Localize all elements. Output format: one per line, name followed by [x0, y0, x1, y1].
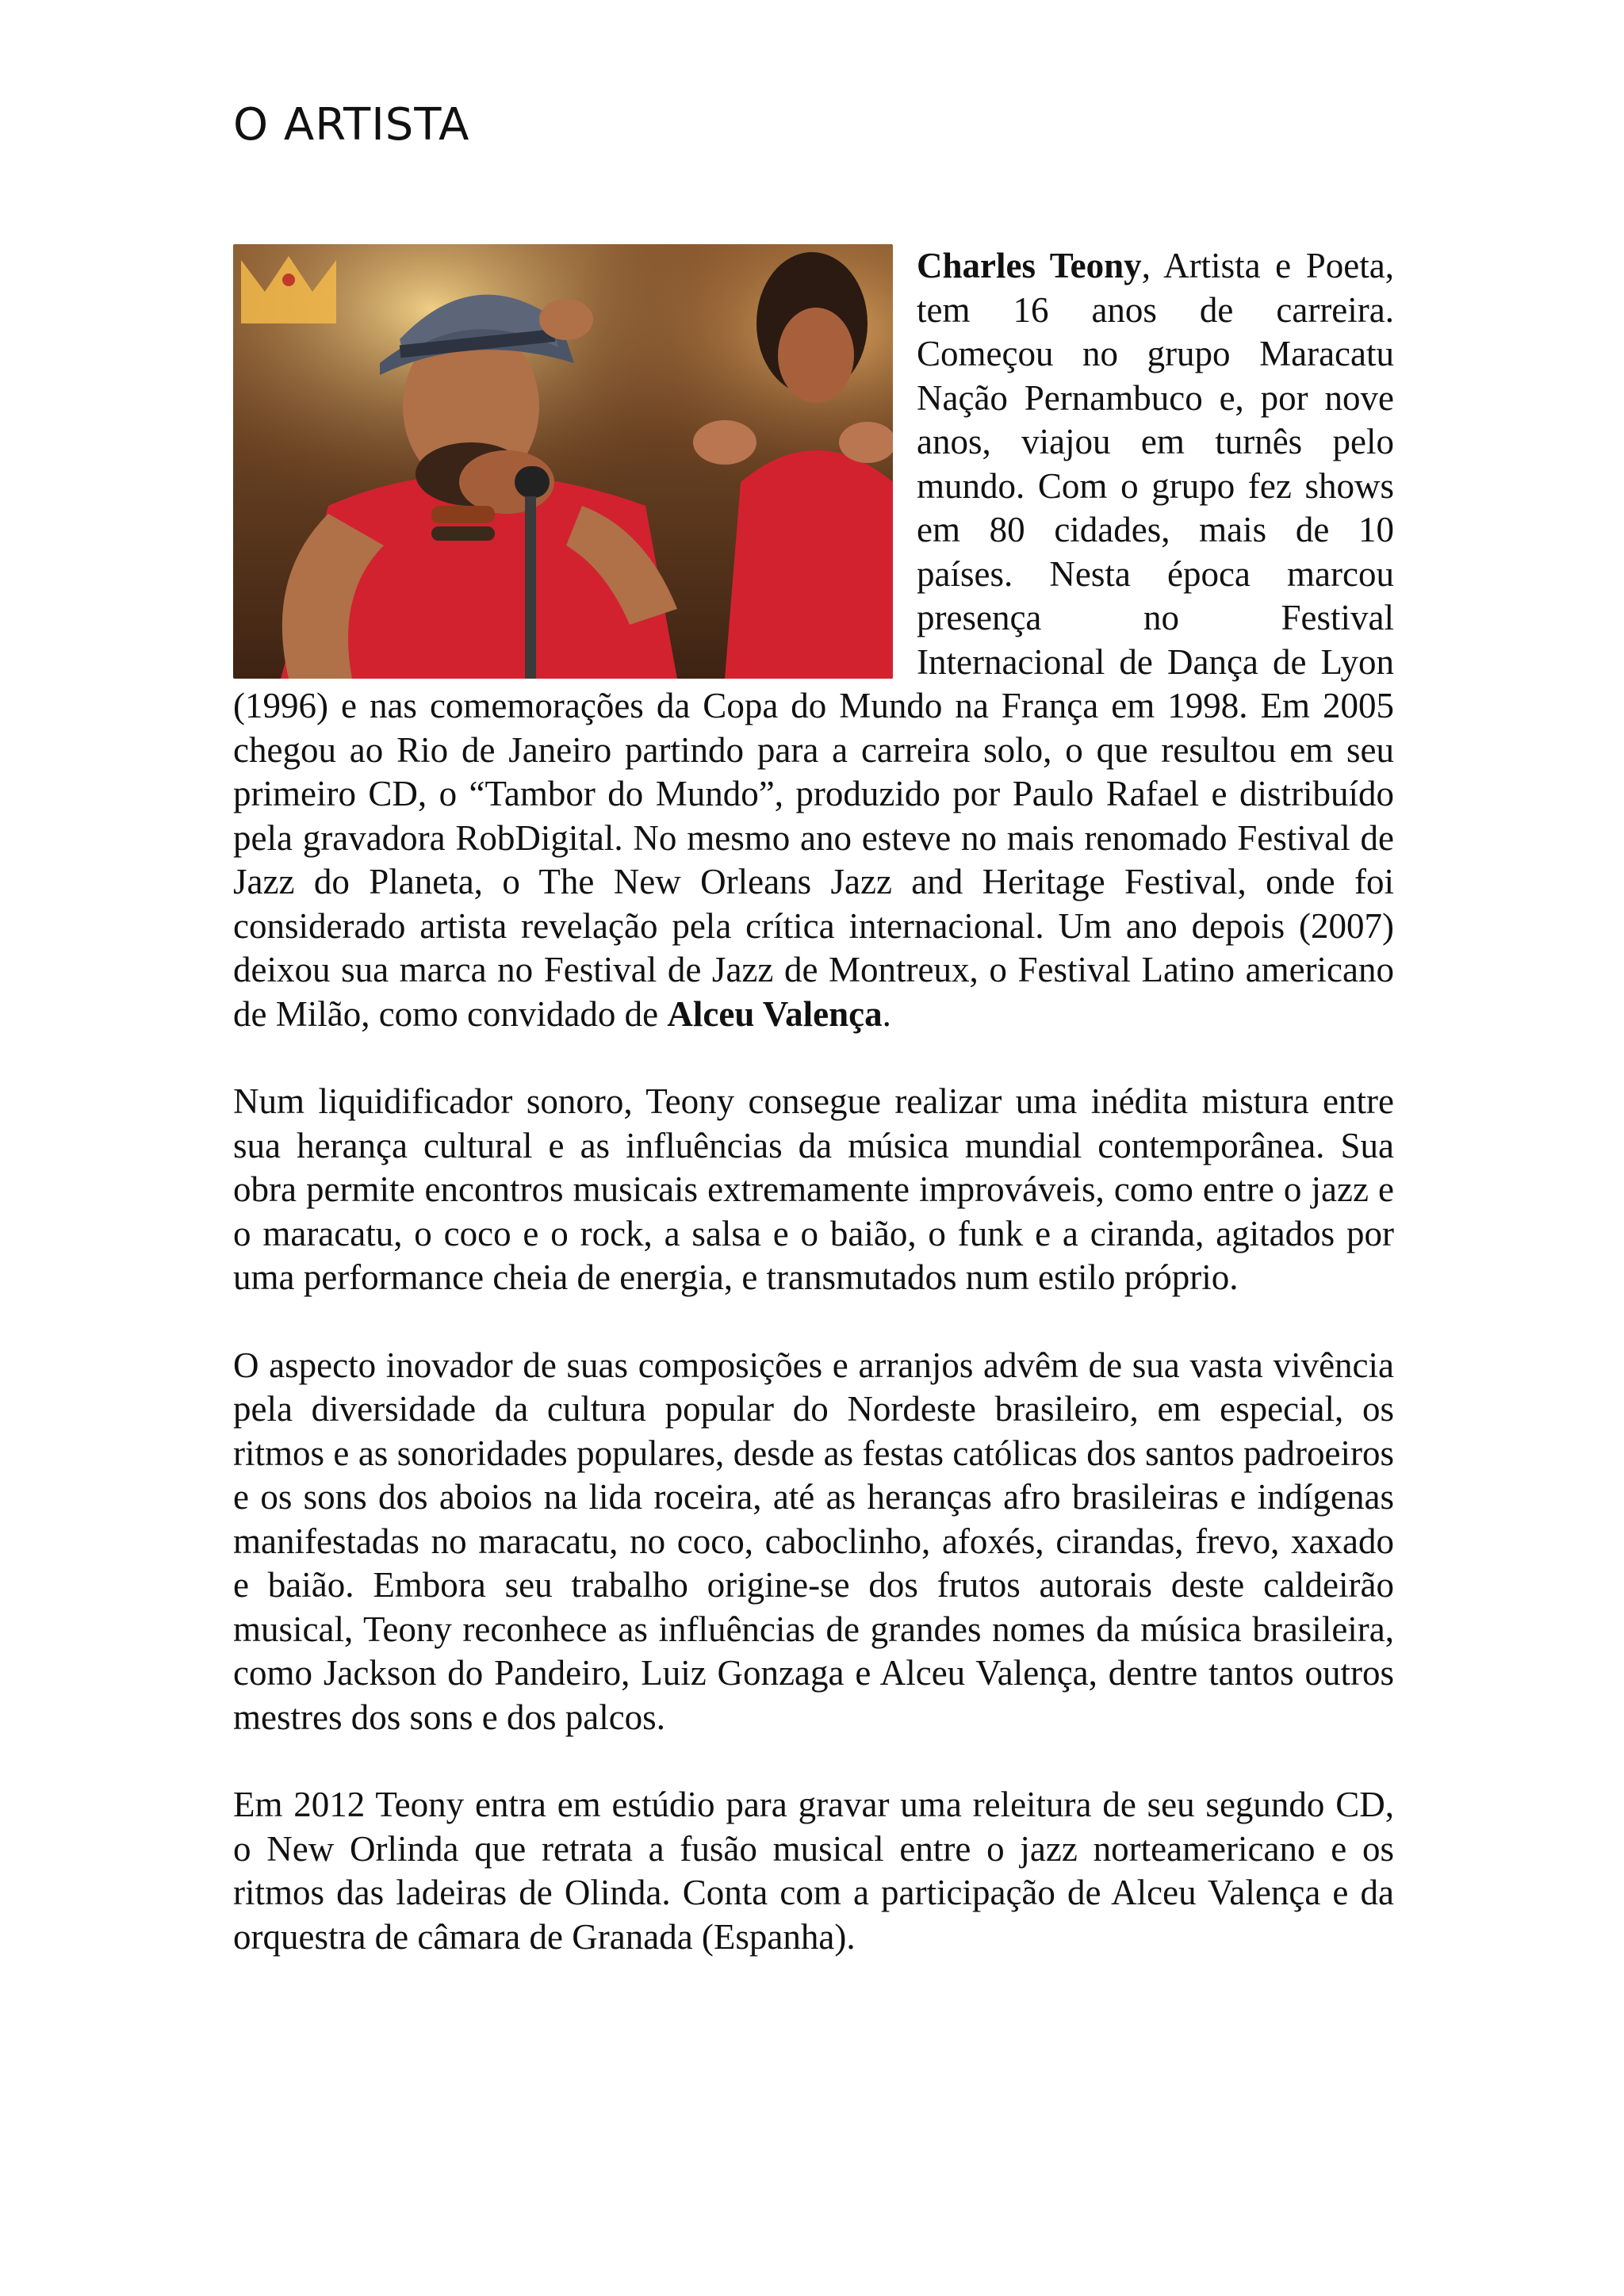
article-body [233, 244, 1394, 2003]
paragraph-4: Em 2012 Teony entra em estúdio para gravar uma releitura de seu segundo CD, o New Orlinda que retrata a fusão musical entre o jazz norteamericano e os ritmos das ladeiras de Olinda. Conta com a participação de Alceu Valença e da orquestra de câmara de Granada (Espanha). [233, 1785, 1394, 1957]
artist-photo-graphic [233, 244, 893, 679]
guest-name: Alceu Valença [667, 993, 883, 1034]
paragraph-3: O aspecto inovador de suas composições e arranjos advêm de sua vasta vivência pela diversidade da cultura popular do Nordeste brasileiro, em especial, os ritmos e as sonoridades populares, desde as festas católicas dos santos padroeiros e os sons dos aboios na lida roceira, até as heranças afro brasileiras e indígenas manifestadas no maracatu, no coco, caboclinho, afoxés, cirandas, frevo, xaxado e baião. Embora seu trabalho origine-se dos frutos autorais deste caldeirão musical, Teony reconhece as influências de grandes nomes da música brasileira, como Jackson do Pandeiro, Luiz Gonzaga e Alceu Valença, dentre tantos outros mestres dos sons e dos palcos. [233, 1345, 1394, 1737]
page-title: O ARTISTA [233, 99, 470, 151]
paragraph-2: Num liquidificador sonoro, Teony consegue realizar uma inédita mistura entre sua herança cultural e as influências da música mundial contemporânea. Sua obra permite encontros musicais extremamente improváveis, como entre o jazz e o maracatu, o coco e o rock, a salsa e o baião, o funk e a ciranda, agitados por uma performance cheia de energia, e transmutados num estilo próprio. [233, 1081, 1394, 1297]
paragraph-1-text-a: , Artista e Poeta, tem 16 anos de carreira. Começou no grupo Maracatu Nação Pernambuco e, por nove anos, viajou em turnês pelo mundo. Com o grupo fez shows em 80 cidades, mais de 10 países. Nesta época marcou presença no Festival Internacional de Dança de Lyon (1996) e nas comemorações da Copa do Mundo na França em 1998. Em 2005 chegou ao Rio de Janeiro partindo para a carreira solo, o que resultou em seu primeiro CD, o “Tambor do Mundo”, produzido por Paulo Rafael e distribuído pela gravadora RobDigital. No mesmo ano esteve no mais renomado Festival de Jazz do Planeta, o The New Orleans Jazz and Heritage Festival, onde foi considerado artista revelação pela crítica internacional. Um ano depois (2007) deixou sua marca no Festival de Jazz de Montreux, o Festival Latino americano de Milão, como convidado de [233, 246, 1394, 1034]
paragraph-1-text-b: . [882, 993, 891, 1034]
paragraph-1 [233, 244, 1394, 1036]
artist-name: Charles Teony [917, 246, 1142, 285]
artist-photo-icon [233, 244, 893, 679]
